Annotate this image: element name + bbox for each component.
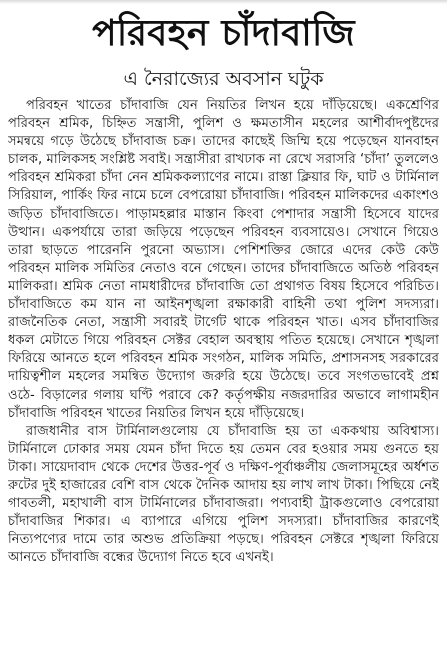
article-paragraph-1: পরিবহন খাতের চাঁদাবাজি যেন নিয়তির লিখন হয়ে দাঁড়িয়েছে। একশ্রেণির পরিবহন শ্রমিক, চিহ্নিত সন্ত্রাসী, পুলিশ ও ক্ষমতাসীন মহলের আশীর্বাদপুষ্টদের সমন্বয়ে গড়ে উঠেছে চাঁদাবাজ চক্র। তাদের কাছেই জিম্মি হয়ে পড়েছেন যানবাহন চালক, মালিকসহ সংশ্লিষ্ট সবাই। সন্ত্রাসীরা রাখঢাক না রেখে সরাসরি ‘চাঁদা’ তুললেও পরিবহন শ্রমিকরা চাঁদা নেন শ্রমিককল্যাণের নামে। রাস্তা ক্লিয়ার ফি, ঘাট ও টার্মিনাল সিরিয়াল, পার্কিং ফির নামে চলে বেপরোয়া চাঁদাবাজি। পরিবহন মালিকদের একাংশও জড়িত চাঁদাবাজিতে। পাড়ামহল্লার মাস্তান কিংবা পেশাদার সন্ত্রাসী হিসেবে যাদের উত্থান। একপর্যায়ে তারা জড়িয়ে পড়েছেন পরিবহন ব্যবসায়েও। সেখানে গিয়েও তারা ছাড়তে পারেননি পুরনো অভ্যাস। পেশিশক্তির জোরে এদের কেউ কেউ পরিবহন মালিক সমিতির নেতাও বনে গেছেন। তাদের চাঁদাবাজিতে অতিষ্ঠ পরিবহন মালিকরা। শ্রমিক নেতা নামধারীদের চাঁদাবাজি তো প্রথাগত বিষয় হিসেবে পরিচিত। চাঁদাবাজিতে কম যান না আইনশৃঙ্খলা রক্ষাকারী বাহিনী তথা পুলিশ সদস্যরা। রাজনৈতিক নেতা, সন্ত্রাসী সবারই টার্গেট থাকে পরিবহন খাত। এসব চাঁদাবাজির ধকল মেটাতে গিয়ে পরিবহন সেক্টর বেহাল অবস্থায় পতিত হয়েছে। সেখানে শৃঙ্খলা ফিরিয়ে আনতে হলে পরিবহন শ্রমিক সংগঠন, মালিক সমিতি, প্রশাসনসহ সরকারের দায়িত্বশীল মহলের সমন্বিত উদ্যোগ জরুরি হয়ে উঠেছে। তবে সংগতভাবেই প্রশ্ন ওঠে- বিড়ালের গলায় ঘণ্টি পরাবে কে? কর্তৃপক্ষীয় নজরদারির অভাবে লাগামহীন চাঁদাবাজি পরিবহন খাতের নিয়তির লিখন হয়ে দাঁড়িয়েছে।	[8, 98, 439, 421]
article-body	[8, 97, 439, 645]
headline: পরিবহন চাঁদাবাজি	[92, 13, 355, 54]
subheadline: এ নৈরাজ্যের অবসান ঘটুক	[123, 68, 324, 90]
top-border	[0, 0, 447, 4]
article-paragraph-2: রাজধানীর বাস টার্মিনালগুলোয় যে চাঁদাবাজি হয় তা এককথায় অবিশ্বাস্য। টার্মিনালে ঢোকার সময় যেমন চাঁদা দিতে হয় তেমন বের হওয়ার সময় গুনতে হয় টাকা। সায়েদাবাদ থেকে দেশের উত্তর-পূর্ব ও দক্ষিণ-পূর্বাঞ্চলীয় জেলাসমূহের অর্ধশত রুটের দুই হাজারের বেশি বাস থেকে দৈনিক আদায় হয় লাখ লাখ টাকা। পিছিয়ে নেই গাবতলী, মহাখালী বাস টার্মিনালের চাঁদাবাজরা। পণ্যবাহী ট্রাকগুলোও বেপরোয়া চাঁদাবাজির শিকার। এ ব্যাপারে এগিয়ে পুলিশ সদস্যরা। চাঁদাবাজির কারণেই নিত্যপণ্যের দামে তার অশুভ প্রতিক্রিয়া পড়ছে। পরিবহন সেক্টরে শৃঙ্খলা ফিরিয়ে আনতে চাঁদাবাজি বন্ধের উদ্যোগ নিতে হবে এখনই।	[8, 423, 439, 566]
